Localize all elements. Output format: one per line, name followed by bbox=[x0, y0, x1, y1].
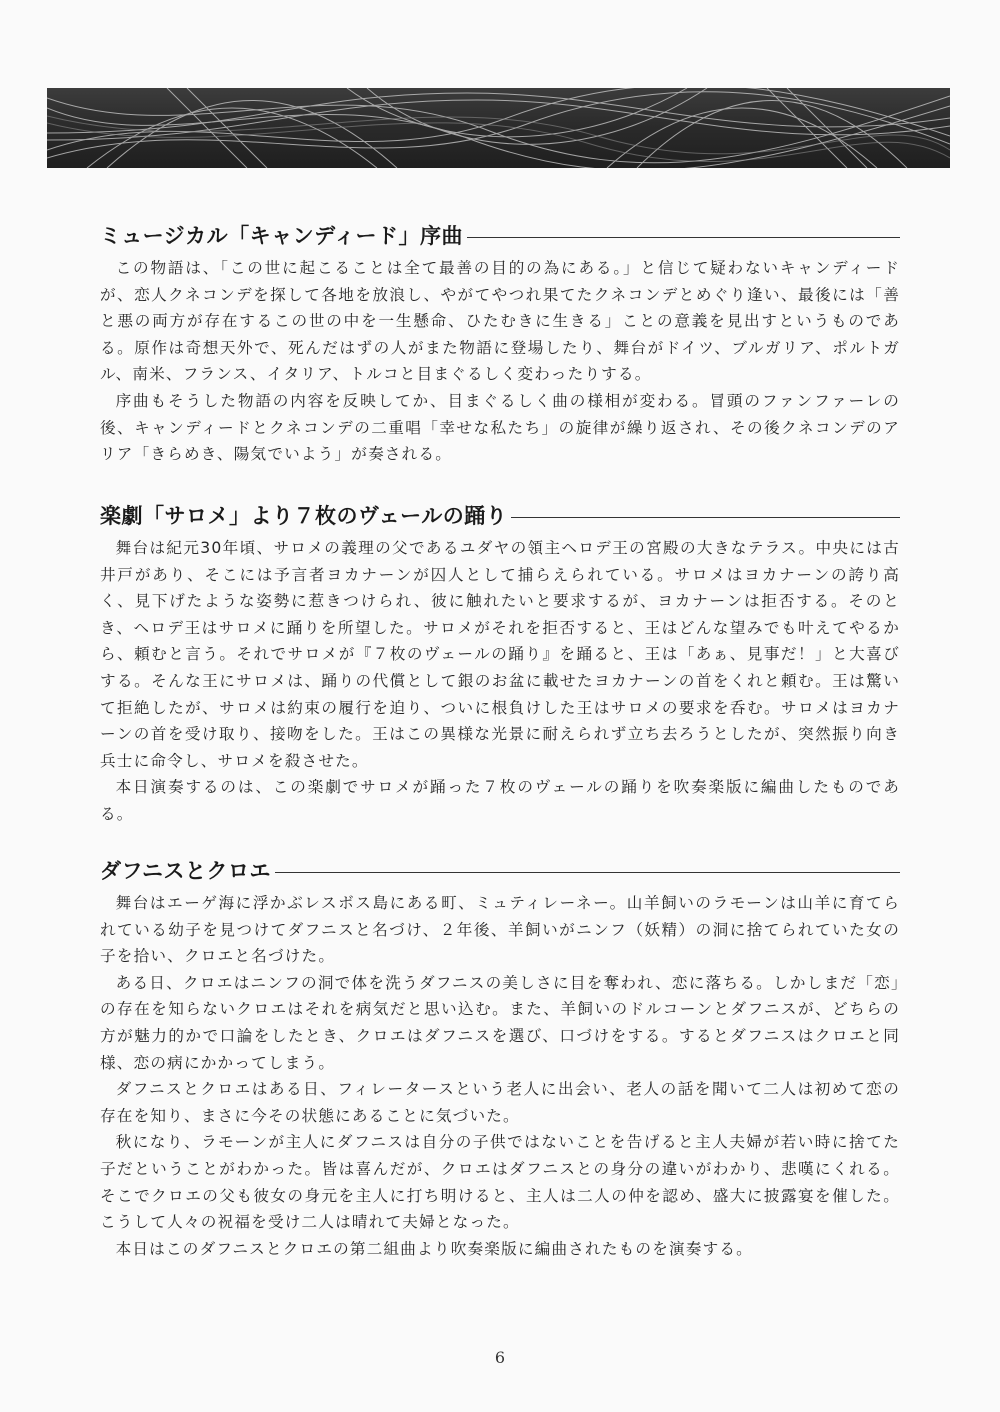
section-body bbox=[100, 890, 900, 1262]
paragraph: 本日はこのダフニスとクロエの第二組曲より吹奏楽版に編曲されたものを演奏する。 bbox=[115, 1239, 753, 1258]
paragraph: 舞台はエーゲ海に浮かぶレスボス島にある町、ミュティレーネー。山羊飼いのラモーンは山羊に育てられている幼子を見つけてダフニスと名づけ、２年後、羊飼いがニンフ（妖精）の洞に捨てられていた女の子を拾い、クロエと名づけた。 bbox=[100, 894, 900, 966]
section-body bbox=[100, 255, 900, 468]
paragraph: この物語は、「この世に起こることは全て最善の目的の為にある。」と信じて疑わないキャンディードが、恋人クネコンデを探して各地を放浪し、やがてやつれ果てたクネコンデとめぐり逢い、最後には「善と悪の両方が存在するこの世の中を一生懸命、ひたむきに生きる」ことの意義を見出すというものである。原作は奇想天外で、死んだはずの人がまた物語に登場したり、舞台がドイツ、ブルガリア、ポルトガル、南米、フランス、イタリア、トルコと目まぐるしく変わったりする。 bbox=[100, 259, 900, 384]
section-daphnis bbox=[100, 853, 900, 1262]
page-number: 6 bbox=[494, 1348, 506, 1367]
header-banner bbox=[47, 88, 950, 168]
heading-rule bbox=[467, 237, 900, 238]
heading-rule bbox=[275, 872, 900, 873]
paragraph: 秋になり、ラモーンが主人にダフニスは自分の子供ではないことを告げると主人夫婦が若い時に捨てた子だということがわかった。皆は喜んだが、クロエはダフニスとの身分の違いがわかり、悲嘆にくれる。そこでクロエの父も彼女の身元を主人に打ち明けると、主人は二人の仲を認め、盛大に披露宴を催した。こうして人々の祝福を受け二人は晴れて夫婦となった。 bbox=[100, 1133, 900, 1232]
paragraph: ダフニスとクロエはある日、フィレータースという老人に出会い、老人の話を聞いて二人は初めて恋の存在を知り、まさに今その状態にあることに気づいた。 bbox=[100, 1080, 900, 1125]
section-title: ダフニスとクロエ bbox=[100, 859, 271, 883]
paragraph: ある日、クロエはニンフの洞で体を洗うダフニスの美しさに目を奪われ、恋に落ちる。しかしまだ「恋」の存在を知らないクロエはそれを病気だと思い込む。また、羊飼いのドルコーンとダフニスが、どちらの方が魅力的かで口論をしたとき、クロエはダフニスを選び、口づけをする。するとダフニスはクロエと同様、恋の病にかかってしまう。 bbox=[100, 973, 900, 1072]
paragraph: 舞台は紀元30年頃、サロメの義理の父であるユダヤの領主ヘロデ王の宮殿の大きなテラス。中央には古井戸があり、そこには予言者ヨカナーンが囚人として捕らえられている。サロメはヨカナーンの誇り高く、見下げたような姿勢に惹きつけられ、彼に触れたいと要求するが、ヨカナーンは拒否する。そのとき、ヘロデ王はサロメに踊りを所望した。サロメがそれを拒否すると、王はどんな望みでも叶えてやるから、頼むと言う。それでサロメが『７枚のヴェールの踊り』を踊ると、王は「あぁ、見事だ！」と大喜びする。そんな王にサロメは、踊りの代償として銀のお盆に載せたヨカナーンの首をくれと頼む。王は驚いて拒絶したが、サロメは約束の履行を迫り、ついに根負けした王はサロメの要求を呑む。サロメはヨカナーンの首を受け取り、接吻をした。王はこの異様な光景に耐えられず立ち去ろうとしたが、突然振り向き兵士に命令し、サロメを殺させた。 bbox=[100, 539, 900, 770]
banner-wave-pattern bbox=[47, 88, 950, 168]
section-title: 楽劇「サロメ」より７枚のヴェールの踊り bbox=[100, 504, 508, 528]
section-heading bbox=[100, 853, 900, 887]
heading-rule bbox=[511, 517, 900, 518]
section-candide bbox=[100, 218, 900, 468]
section-heading bbox=[100, 218, 900, 252]
paragraph: 序曲もそうした物語の内容を反映してか、目まぐるしく曲の様相が変わる。冒頭のファンファーレの後、キャンディードとクネコンデの二重唱「幸せな私たち」の旋律が繰り返され、その後クネコンデのアリア「きらめき、陽気でいよう」が奏される。 bbox=[100, 391, 900, 464]
section-heading bbox=[100, 498, 900, 532]
paragraph: 本日演奏するのは、この楽劇でサロメが踊った７枚のヴェールの踊りを吹奏楽版に編曲したものである。 bbox=[100, 778, 900, 823]
section-body bbox=[100, 535, 900, 828]
section-salome bbox=[100, 498, 900, 828]
section-title: ミュージカル「キャンディード」序曲 bbox=[100, 224, 463, 248]
